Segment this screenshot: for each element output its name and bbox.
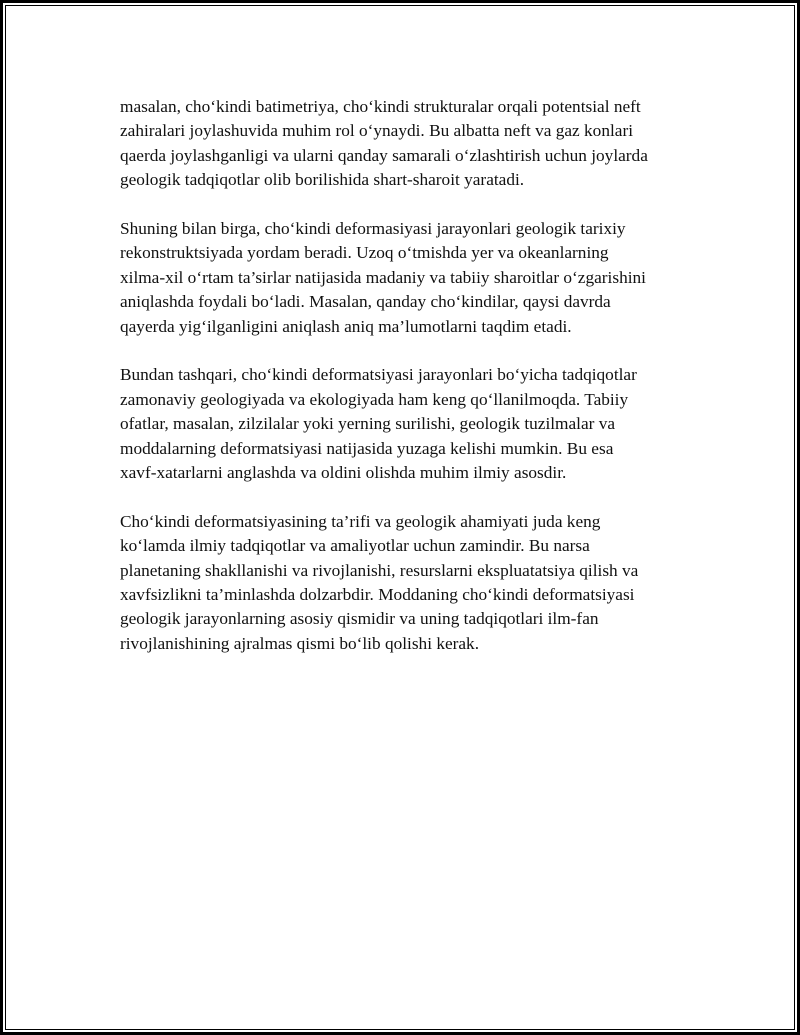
paragraph-3 bbox=[120, 363, 700, 485]
text-line: xavfsizlikni ta’minlashda dolzarbdir. Moddaning cho‘kindi deformatsiyasi bbox=[120, 585, 635, 605]
text-line: zamonaviy geologiyada va ekologiyada ham keng qo‘llanilmoqda. Tabiiy bbox=[120, 389, 629, 409]
text-line: xilma-xil o‘rtam ta’sirlar natijasida madaniy va tabiiy sharoitlar o‘zgarishini bbox=[120, 267, 646, 287]
document-body bbox=[120, 95, 700, 681]
text-line: qaerda joylashganligi va ularni qanday samarali o‘zlashtirish uchun joylarda bbox=[120, 145, 648, 165]
paragraph-4 bbox=[120, 510, 700, 656]
text-line: geologik jarayonlarning asosiy qismidir va uning tadqiqotlari ilm-fan bbox=[120, 609, 599, 629]
text-line: Shuning bilan birga, cho‘kindi deformasiyasi jarayonlari geologik tarixiy bbox=[120, 219, 626, 239]
text-line: Bundan tashqari, cho‘kindi deformatsiyasi jarayonlari bo‘yicha tadqiqotlar bbox=[120, 365, 637, 385]
text-line: rekonstruktsiyada yordam beradi. Uzoq o‘tmishda yer va okeanlarning bbox=[120, 243, 609, 263]
text-line: zahiralari joylashuvida muhim rol o‘ynaydi. Bu albatta neft va gaz konlari bbox=[120, 121, 633, 141]
text-line: Cho‘kindi deformatsiyasining ta’rifi va geologik ahamiyati juda keng bbox=[120, 511, 601, 531]
text-line: qayerda yig‘ilganligini aniqlash aniq ma’lumotlarni taqdim etadi. bbox=[120, 316, 572, 336]
text-line: planetaning shakllanishi va rivojlanishi, resurslarni ekspluatatsiya qilish va bbox=[120, 560, 639, 580]
paragraph-1 bbox=[120, 95, 700, 193]
text-line: moddalarning deformatsiyasi natijasida yuzaga kelishi mumkin. Bu esa bbox=[120, 438, 614, 458]
paragraph-2 bbox=[120, 217, 700, 339]
text-line: ko‘lamda ilmiy tadqiqotlar va amaliyotlar uchun zamindir. Bu narsa bbox=[120, 536, 590, 556]
text-line: xavf-xatarlarni anglashda va oldini olishda muhim ilmiy asosdir. bbox=[120, 463, 567, 483]
text-line: masalan, cho‘kindi batimetriya, cho‘kindi strukturalar orqali potentsial neft bbox=[120, 97, 641, 116]
text-line: ofatlar, masalan, zilzilalar yoki yerning surilishi, geologik tuzilmalar va bbox=[120, 414, 616, 434]
text-line: rivojlanishining ajralmas qismi bo‘lib qolishi kerak. bbox=[120, 633, 480, 653]
text-line: geologik tadqiqotlar olib borilishida shart-sharoit yaratadi. bbox=[120, 170, 525, 190]
text-line: aniqlashda foydali bo‘ladi. Masalan, qanday cho‘kindilar, qaysi davrda bbox=[120, 292, 611, 312]
